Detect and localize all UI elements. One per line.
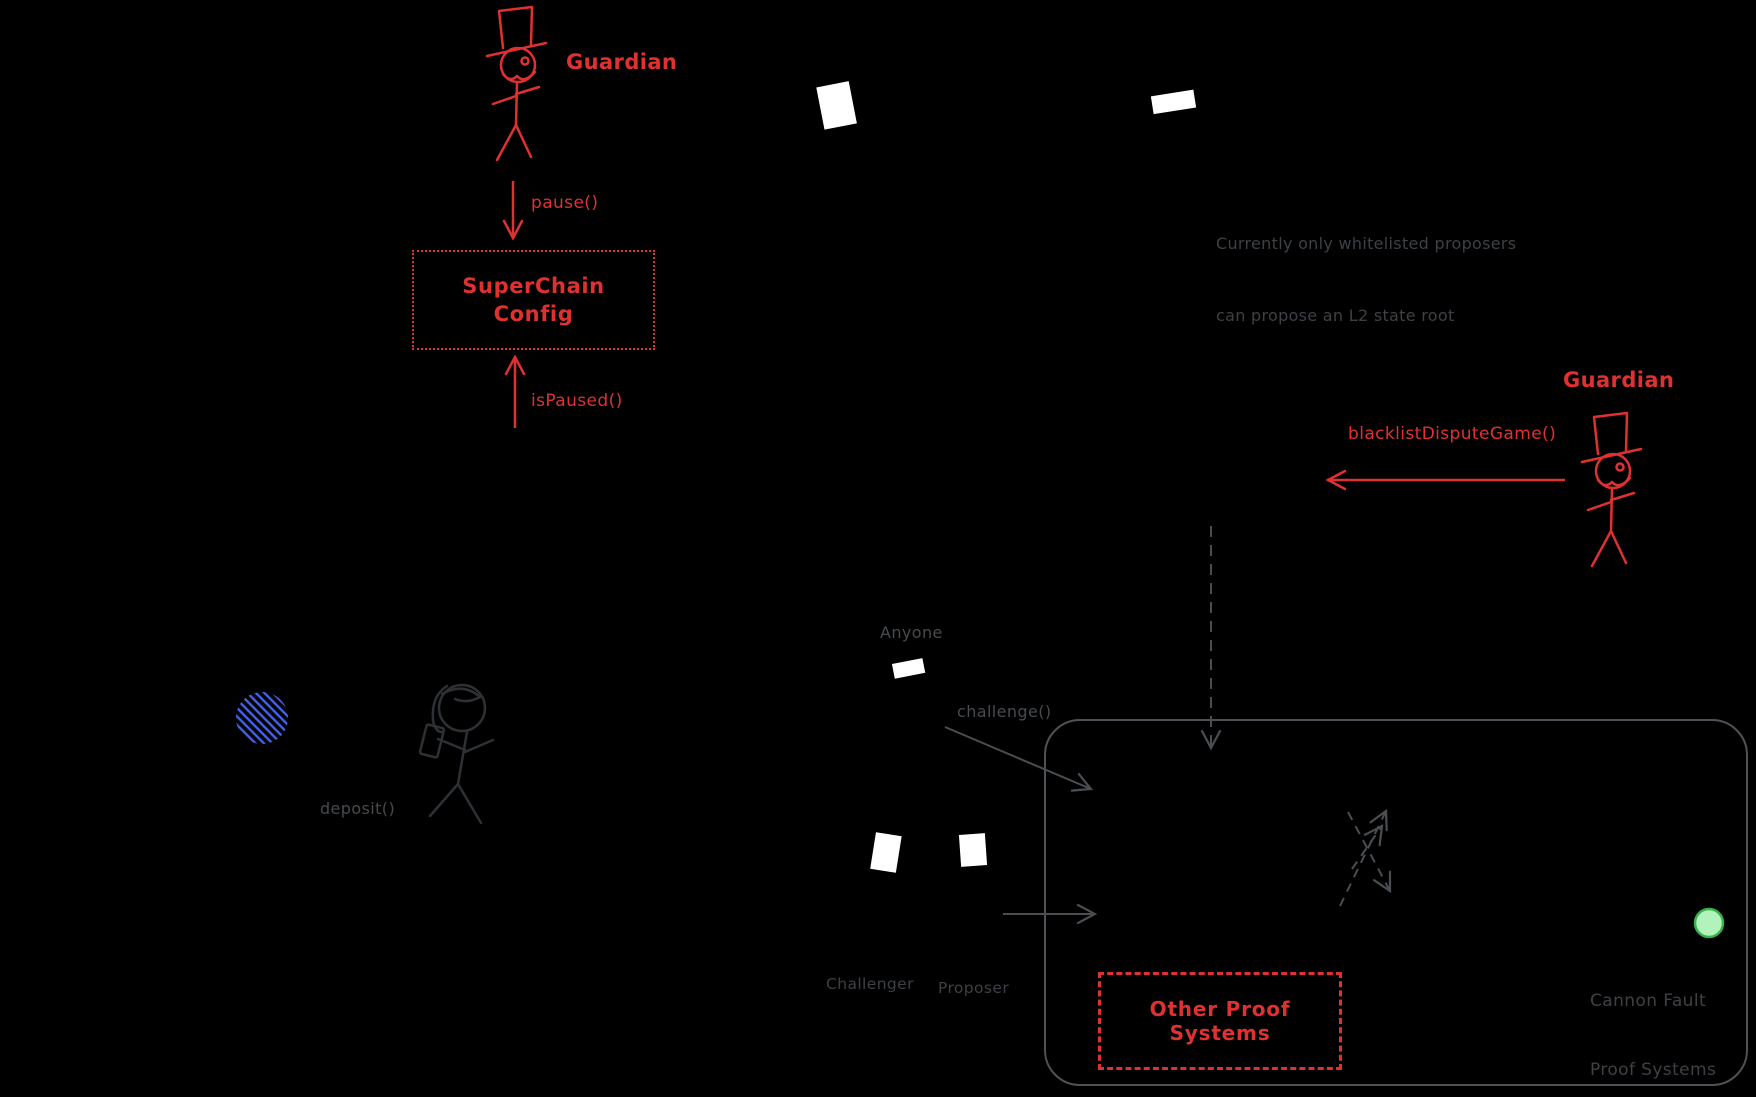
proposer-label: Proposer: [938, 979, 1010, 997]
dashed-cross-arrow-down: [1348, 812, 1390, 891]
anyone-label: Anyone: [880, 623, 943, 642]
document-icon: [892, 658, 925, 679]
deposit-call-label: deposit(): [320, 799, 396, 818]
document-icon: [959, 833, 987, 867]
challenge-call-label: challenge(): [957, 702, 1052, 721]
document-icon: [1151, 90, 1196, 115]
whitelist-note-line2: can propose an L2 state root: [1216, 306, 1455, 325]
guardian-top-icon: [487, 7, 546, 160]
cannon-label-line1: Cannon Fault: [1590, 990, 1707, 1011]
guardian-right-label: Guardian: [1563, 368, 1675, 392]
cannon-label-line2: Proof Systems: [1590, 1059, 1717, 1080]
challenger-figure-icon: [420, 685, 493, 823]
cannon-label: [1590, 944, 1716, 1097]
ispaused-call-label: isPaused(): [531, 391, 623, 411]
other-proof-systems-box: [1098, 972, 1342, 1070]
blue-hatched-circle-icon: [236, 692, 288, 744]
superchain-config-box: [412, 250, 655, 350]
green-status-dot: [1695, 909, 1723, 937]
pause-call-label: pause(): [531, 193, 599, 213]
superchain-config-title-line2: Config: [493, 302, 574, 326]
superchain-config-title-line1: SuperChain: [462, 273, 605, 298]
challenger-label: Challenger: [826, 975, 914, 993]
dashed-cross-arrow-up: [1340, 811, 1386, 906]
guardian-top-label: Guardian: [566, 50, 678, 74]
other-proof-systems-label: Other Proof Systems: [1149, 997, 1291, 1045]
whitelist-note: [1216, 184, 1516, 376]
challenge-arrow: [945, 727, 1091, 789]
blacklist-call-label: blacklistDisputeGame(): [1348, 424, 1557, 444]
guardian-right-icon: [1582, 413, 1641, 566]
whitelist-note-line1: Currently only whitelisted proposers: [1216, 234, 1517, 253]
document-icon: [870, 832, 901, 873]
document-icon: [816, 81, 857, 130]
